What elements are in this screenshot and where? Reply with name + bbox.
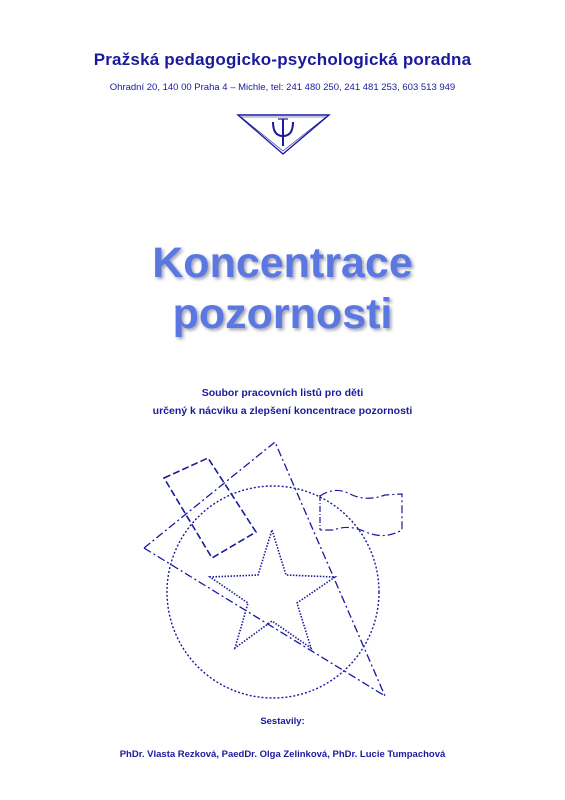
organization-name: Pražská pedagogicko-psychologická poradna: [93, 50, 472, 69]
title-line-1: Koncentrace: [152, 239, 413, 287]
psi-triangle-icon: [236, 112, 331, 162]
subtitle-line-1: Soubor pracovních listů pro děti: [201, 387, 364, 399]
document-subtitle: [0, 384, 565, 420]
organization-address: Ohradní 20, 140 00 Praha 4 – Michle, tel: 241 480 250, 241 481 253, 603 513 949: [109, 82, 456, 93]
subtitle-line-2: určený k nácviku a zlepšení koncentrace pozornosti: [152, 405, 413, 417]
compiled-by-label: Sestavily:: [260, 716, 305, 727]
geometric-shapes-drawing: [140, 440, 420, 715]
authors-list: PhDr. Vlasta Rezková, PaedDr. Olga Zelinková, PhDr. Lucie Tumpachová: [119, 749, 446, 760]
title-line-2: pozornosti: [172, 290, 393, 338]
document-title: [0, 238, 565, 340]
